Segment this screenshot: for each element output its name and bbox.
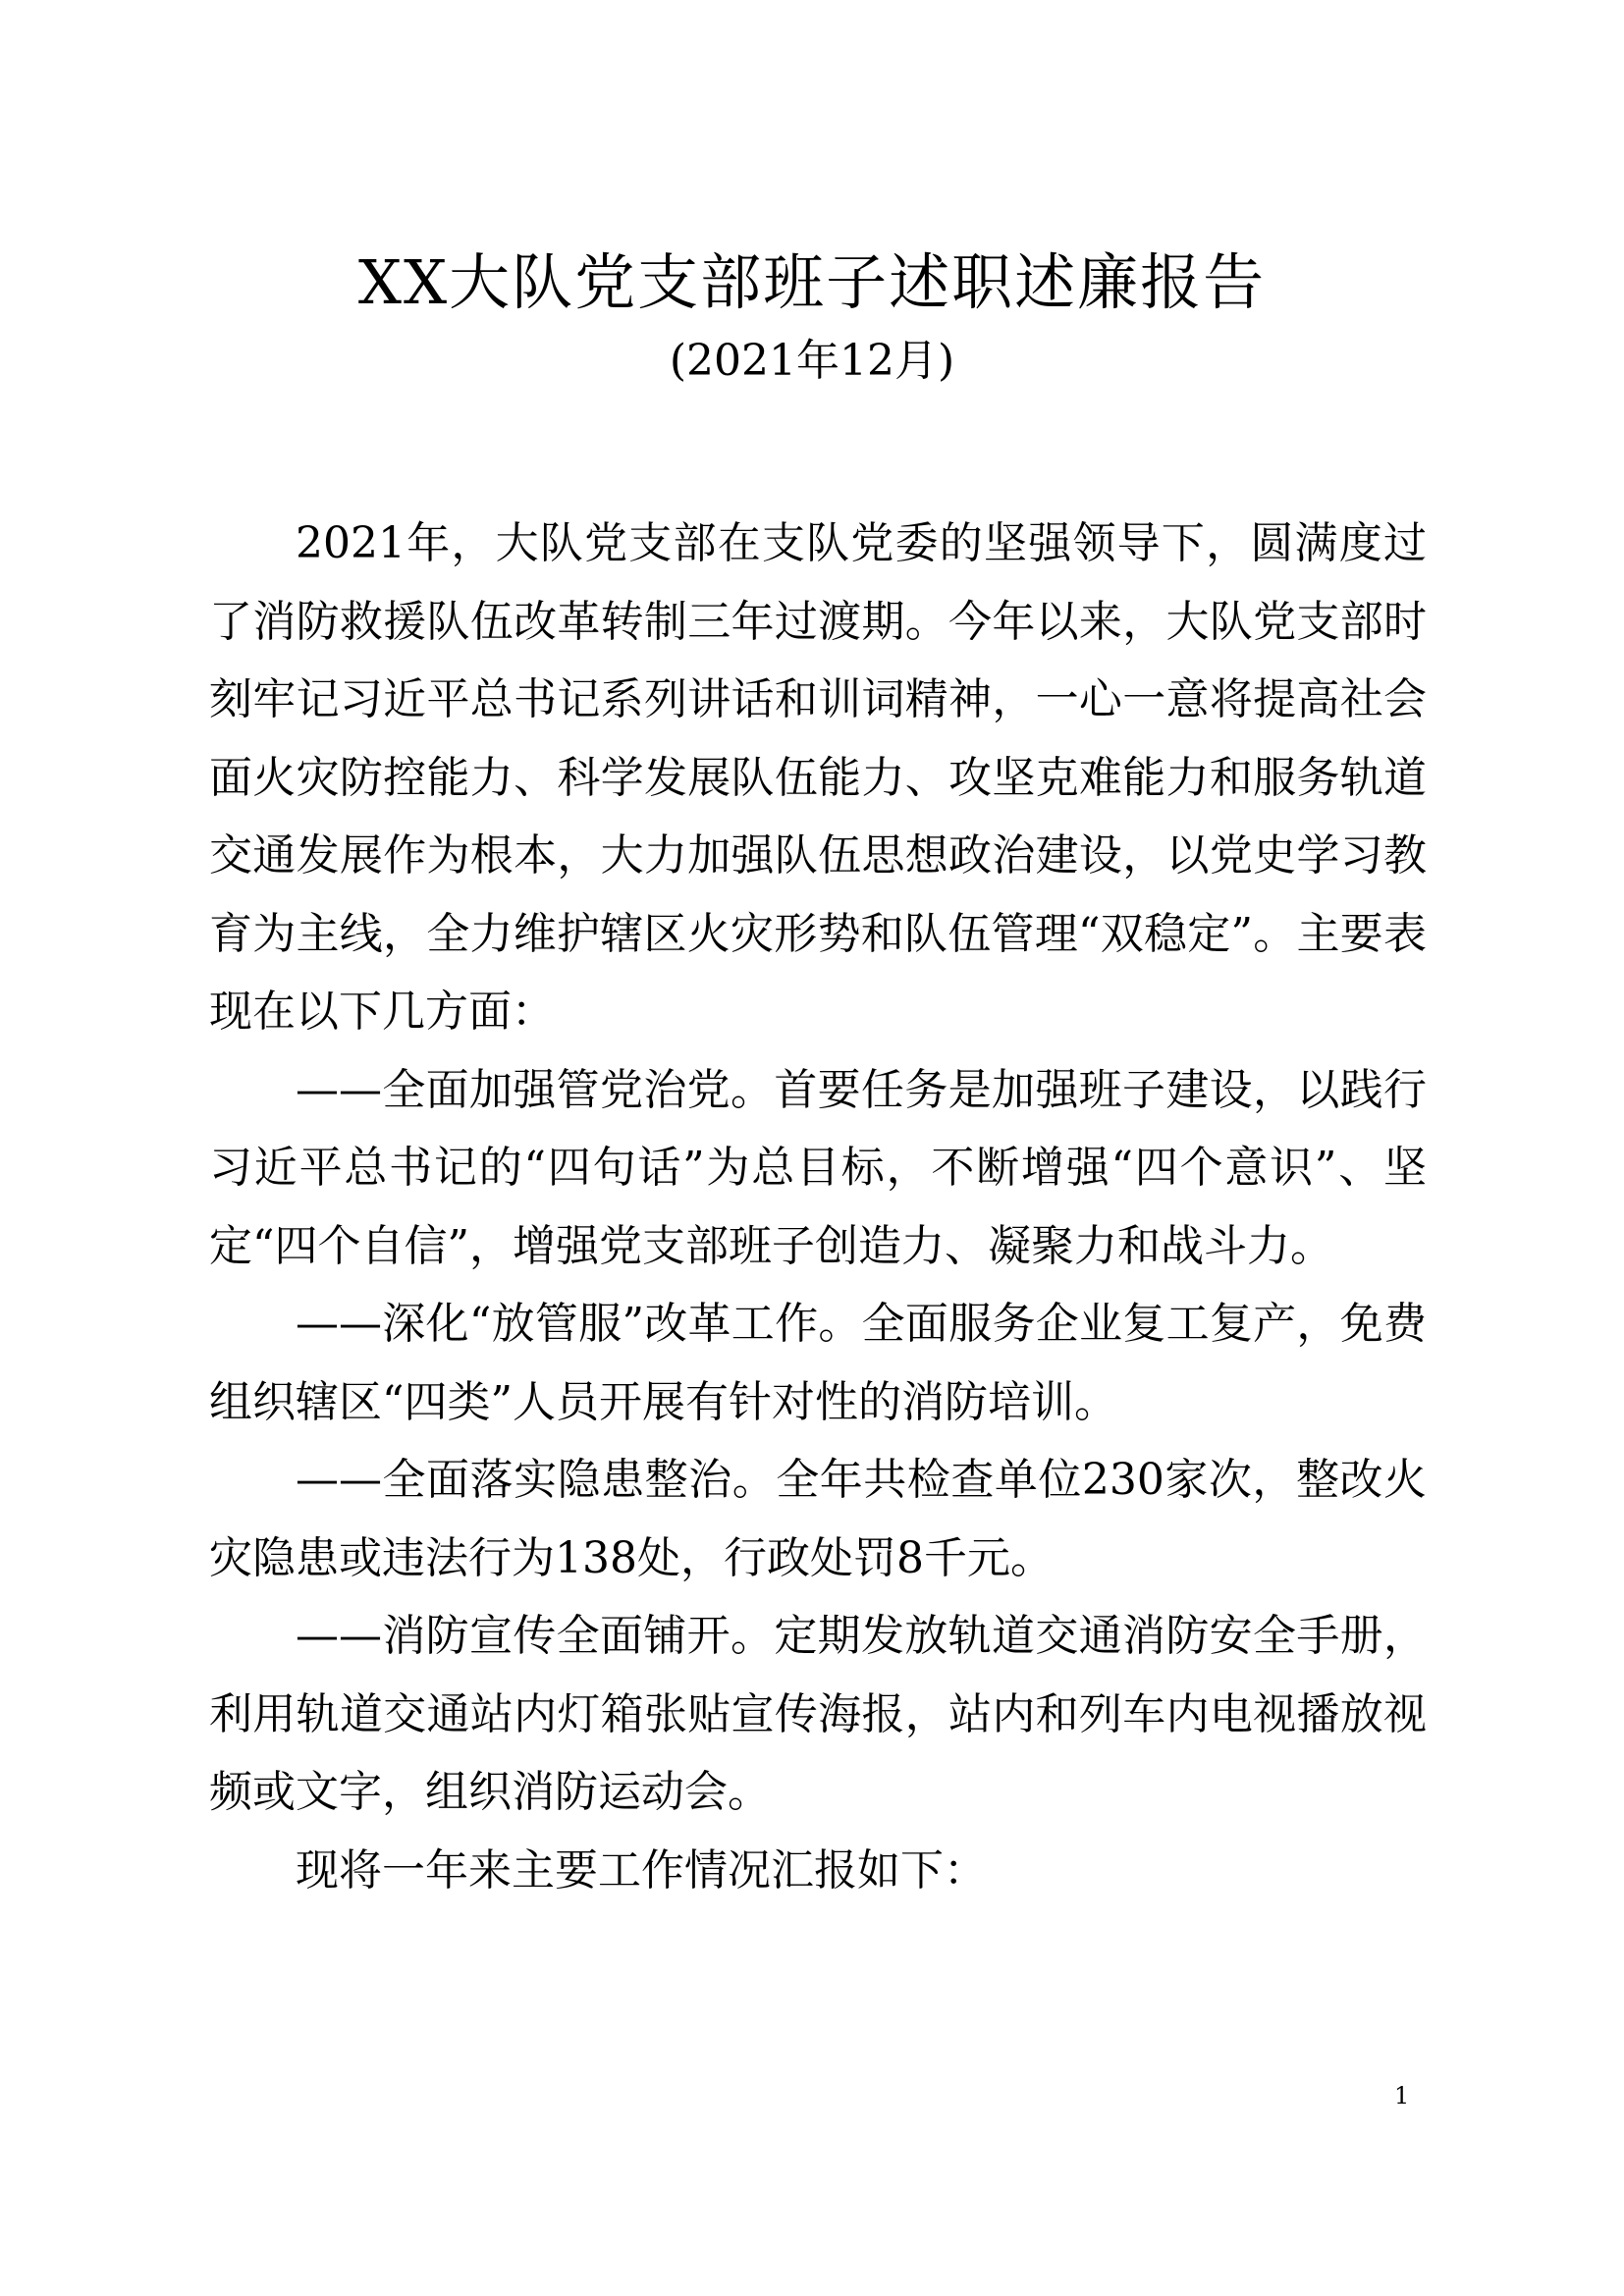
paragraph-fire-publicity: ——消防宣传全面铺开。定期发放轨道交通消防安全手册，利用轨道交通站内灯箱张贴宣传海报，站内和列车内电视播放视频或文字，组织消防运动会。 [209,1611,1427,1817]
paragraph-hazard-rectification: ——全面落实隐患整治。全年共检查单位230家次，整改火灾隐患或违法行为138处，行政处罚8千元。 [209,1455,1427,1583]
paragraph-reform: ——深化“放管服”改革工作。全面服务企业复工复产，免费组织辖区“四类”人员开展有针对性的消防培训。 [209,1299,1427,1427]
page-number: 1 [1394,2082,1410,2109]
document-body [209,505,1427,1909]
document-title: XX大队党支部班子述职述廉报告 [357,246,1267,318]
document-date: (2021年12月) [669,336,955,386]
paragraph-party-governance: ——全面加强管党治党。首要任务是加强班子建设，以践行习近平总书记的“四句话”为总目标，不断增强“四个意识”、坚定“四个自信”，增强党支部班子创造力、凝聚力和战斗力。 [209,1064,1427,1271]
paragraph-report-intro: 现将一年来主要工作情况汇报如下： [296,1844,987,1896]
paragraph-intro: 2021年，大队党支部在支队党委的坚强领导下，圆满度过了消防救援队伍改革转制三年过渡期。今年以来，大队党支部时刻牢记习近平总书记系列讲话和训词精神，一心一意将提高社会面火灾防控能力、科学发展队伍能力、攻坚克难能力和服务轨道交通发展作为根本，大力加强队伍思想政治建设，以党史学习教育为主线，全力维护辖区火灾形势和队伍管理“双稳定”。主要表现在以下几方面： [209,518,1427,1037]
